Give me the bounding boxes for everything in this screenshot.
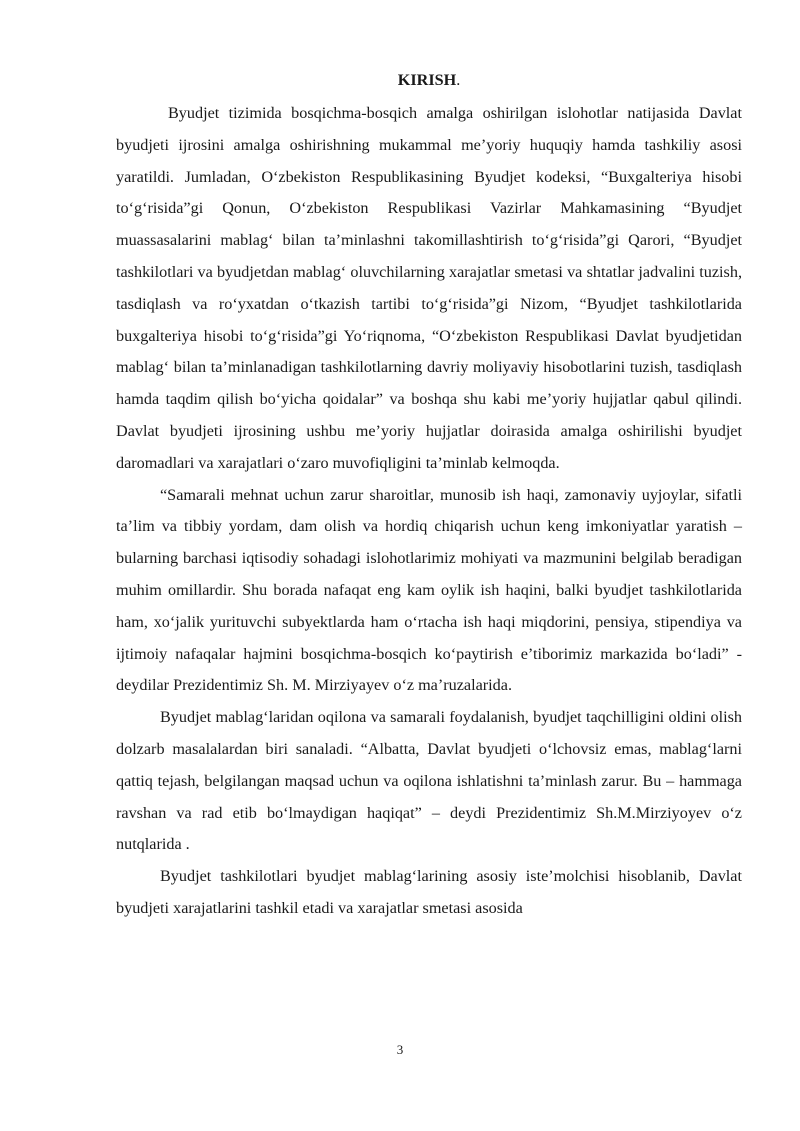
heading-punctuation: .	[456, 71, 461, 89]
paragraph-4: Byudjet tashkilotlari byudjet mablag‘larining asosiy iste’molchisi hisoblanib, Davlat byudjeti xarajatlarini tashkil etadi va xarajatlar smetasi asosida	[116, 867, 742, 917]
page-heading	[116, 66, 742, 94]
paragraph-3: Byudjet mablag‘laridan oqilona va samarali foydalanish, byudjet taqchilligini oldini olish dolzarb masalalardan biri sanaladi. “Albatta, Davlat byudjeti o‘lchovsiz emas, mablag‘larni qattiq tejash, belgilangan maqsad uchun va oqilona ishlatishni ta’minlash zarur. Bu – hammaga ravshan va rad etib bo‘lmaydigan haqiqat” – deydi Prezidentimiz Sh.M.Mirziyoyev o‘z nutqlarida .	[116, 708, 742, 854]
document-page	[116, 66, 742, 925]
heading-text: KIRISH	[397, 71, 457, 89]
paragraph-2: “Samarali mehnat uchun zarur sharoitlar, munosib ish haqi, zamonaviy uyjoylar, sifatli ta’lim va tibbiy yordam, dam olish va hordiq chiqarish uchun keng imkoniyatlar yaratish – bularning barchasi iqtisodiy sohadagi islohotlarimiz mohiyati va mazmunini belgilab beradigan muhim omillardir. Shu borada nafaqat eng kam oylik ish haqini, balki byudjet tashkilotlarida ham, xo‘jalik yurituvchi subyektlarda ham o‘rtacha ish haqi miqdorini, pensiya, stipendiya va ijtimoiy nafaqalar hajmini bosqichma-bosqich ko‘paytirish e’tiborimiz markazida bo‘ladi” - deydilar Prezidentimiz Sh. M. Mirziyayev o‘z ma’ruzalarida.	[116, 485, 742, 695]
paragraph-1: Byudjet tizimida bosqichma-bosqich amalga oshirilgan islohotlar natijasida Davlat byudjeti ijrosini amalga oshirishning mukammal me’yoriy huquqiy hamda tashkiliy asosi yaratildi. Jumladan, O‘zbekiston Respublikasining Byudjet kodeksi, “Buxgalteriya hisobi to‘g‘risida”gi Qonun, O‘zbekiston Respublikasi Vazirlar Mahkamasining “Byudjet muassasalarini mablag‘ bilan ta’minlashni takomillashtirish to‘g‘risida”gi Qarori, “Byudjet tashkilotlari va byudjetdan mablag‘ oluvchilarning xarajatlar smetasi va shtatlar jadvalini tuzish, tasdiqlash va ro‘yxatdan o‘tkazish tartibi to‘g‘risida”gi Nizom, “Byudjet tashkilotlarida buxgalteriya hisobi to‘g‘risida”gi Yo‘riqnoma, “O‘zbekiston Respublikasi Davlat byudjetidan mablag‘ bilan ta’minlanadigan tashkilotlarning davriy moliyaviy hisobotlarini tuzish, tasdiqlash hamda taqdim qilish bo‘yicha qoidalar” va boshqa shu kabi me’yoriy hujjatlar qabul qilindi. Davlat byudjeti ijrosining ushbu me’yoriy hujjatlar doirasida amalga oshirilishi byudjet daromadlari va xarajatlari o‘zaro muvofiqligini ta’minlab kelmoqda.	[116, 104, 742, 472]
page-number: 3	[396, 1042, 404, 1057]
